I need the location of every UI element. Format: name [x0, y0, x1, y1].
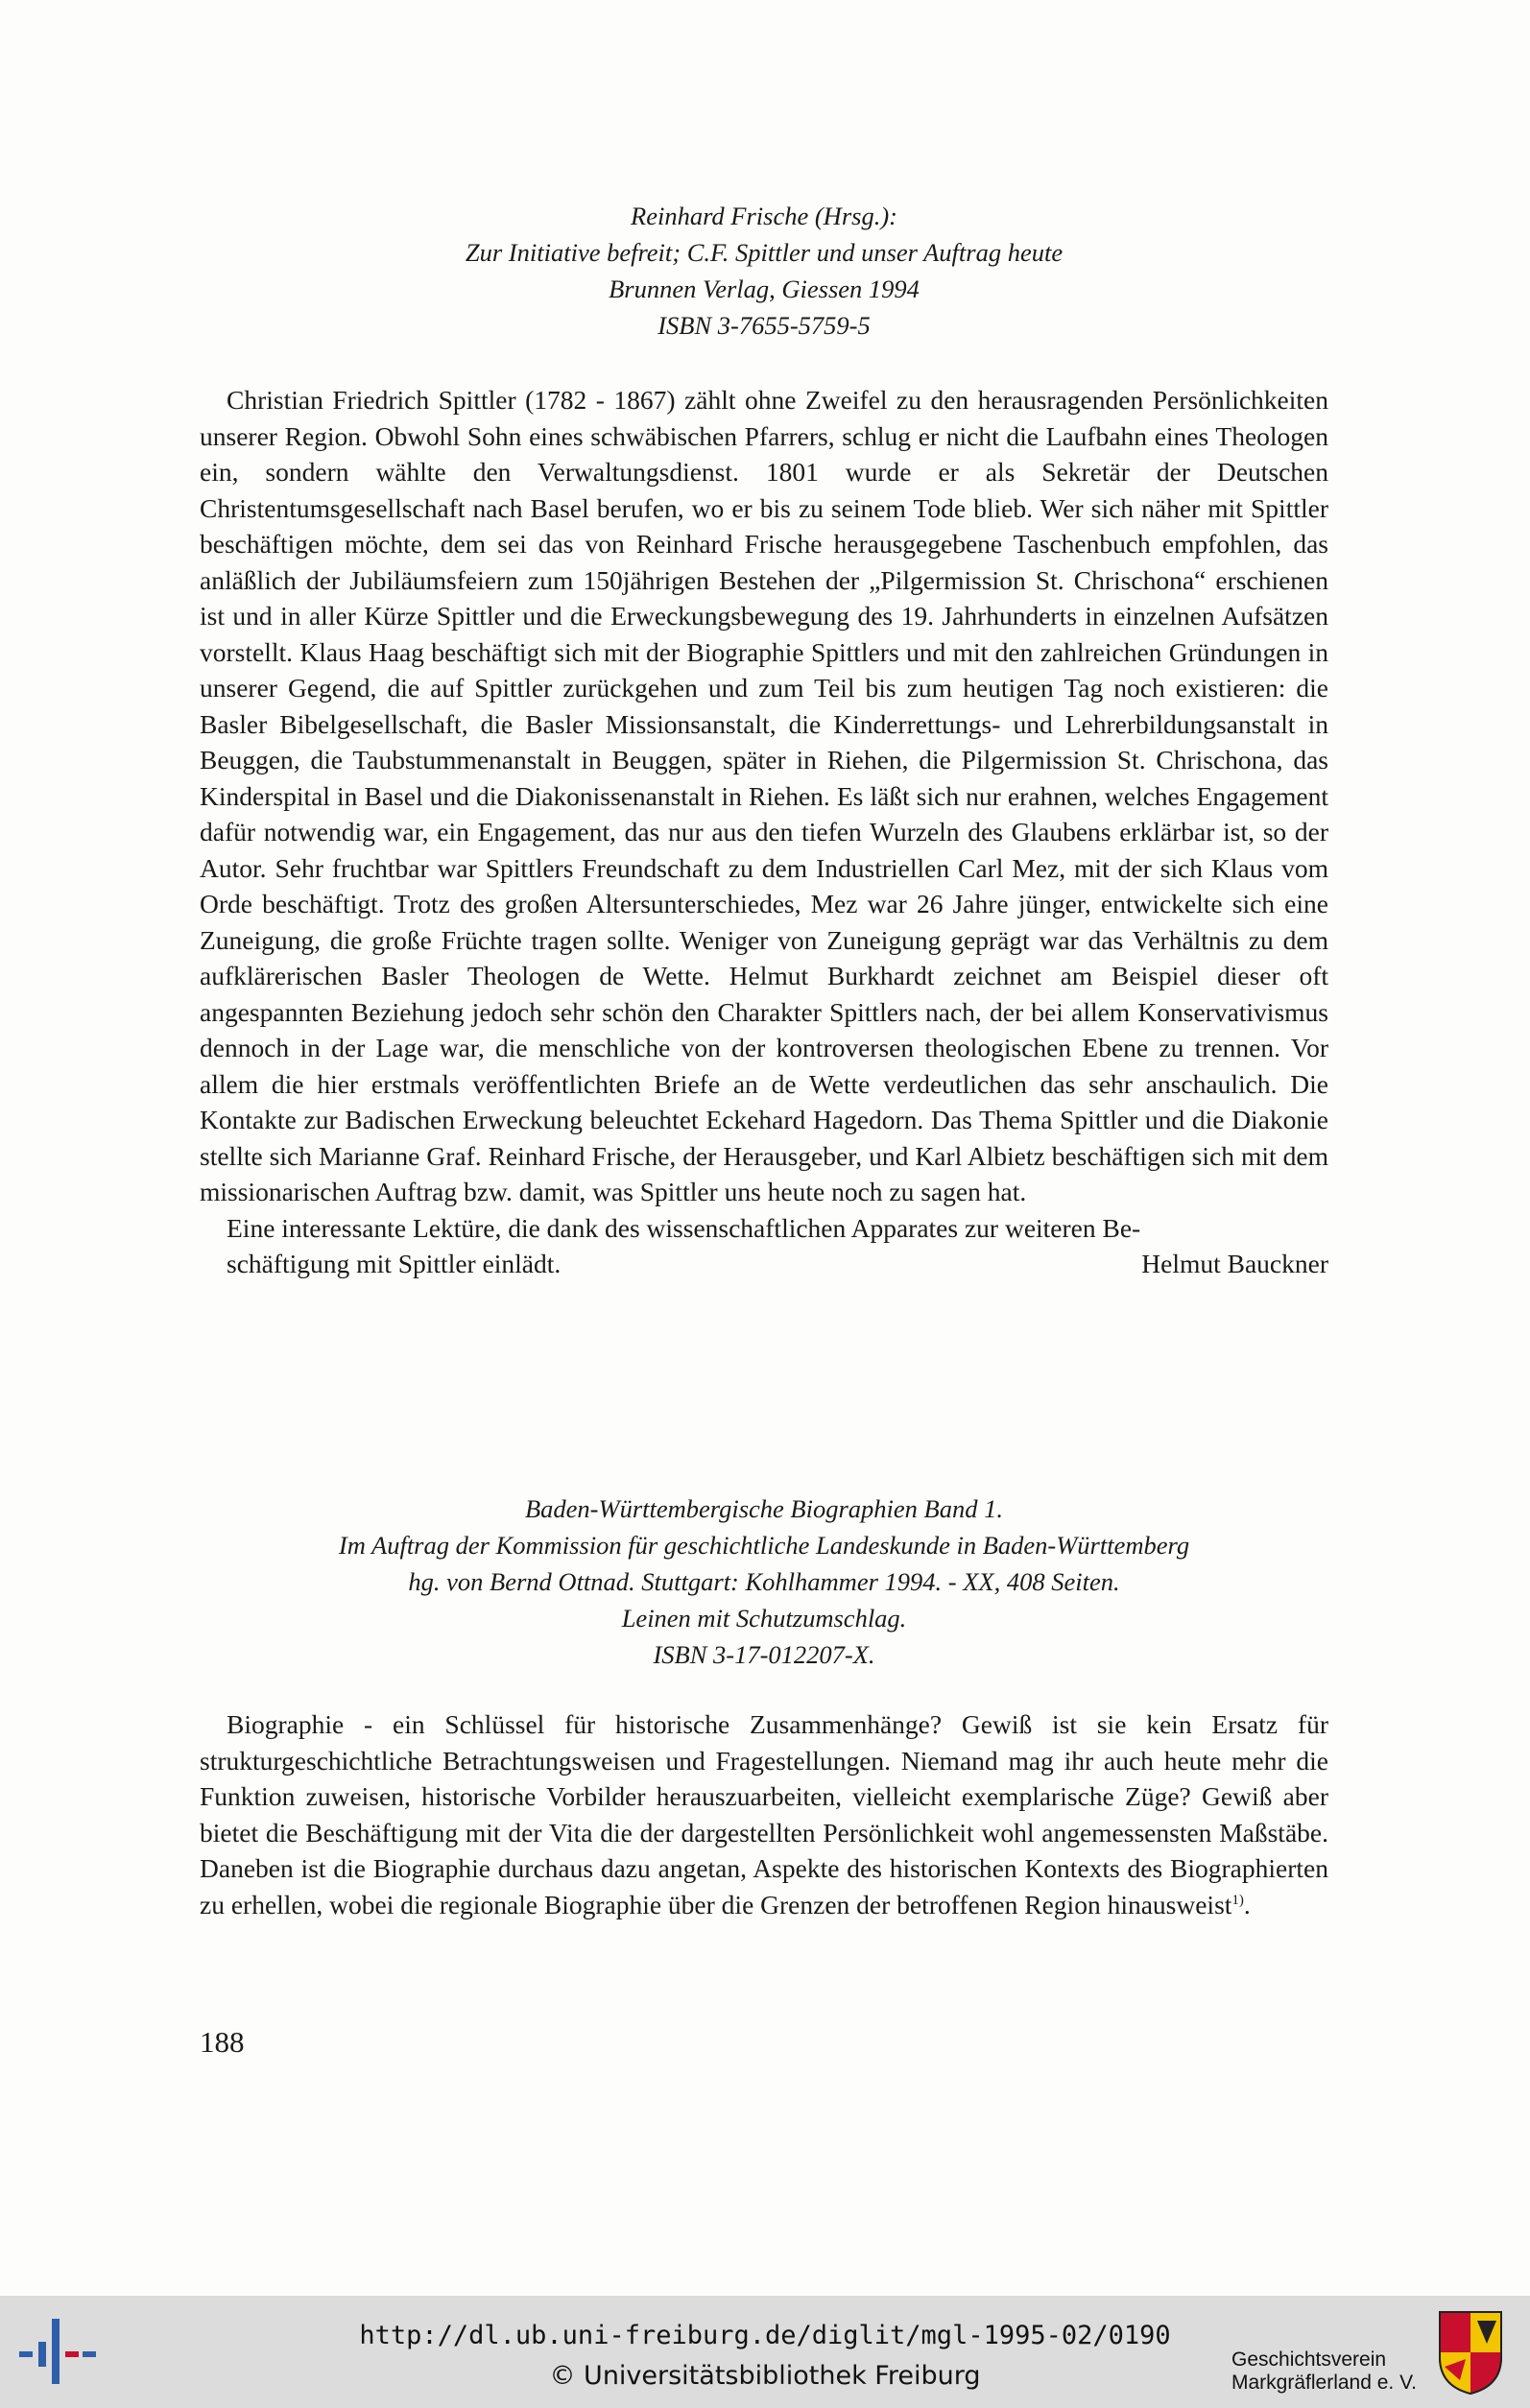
page-number: 188 — [200, 2025, 245, 2059]
review2-body — [200, 1706, 1328, 1922]
review1-signature: Helmut Bauckner — [1141, 1249, 1328, 1278]
review2-heading-line: ISBN 3-17-012207-X. — [653, 1640, 875, 1669]
organisation-name-line2: Markgräflerland e. V. — [1231, 2372, 1417, 2394]
coat-of-arms-icon — [1437, 2309, 1504, 2396]
review1-heading-line: Reinhard Frische (Hrsg.): — [631, 202, 897, 230]
review2-heading-line: Im Auftrag der Kommission für geschichtliche Landeskunde in Baden-Württemberg — [338, 1531, 1190, 1560]
review1-closing-line: Eine interessante Lektüre, die dank des wissenschaftlichen Apparates zur weiteren Be- — [227, 1212, 1141, 1243]
review2-paragraph — [200, 1706, 1328, 1922]
copyright-notice: © Universitätsbibliothek Freiburg — [549, 2361, 981, 2391]
review1-closing — [200, 1246, 1328, 1282]
review2-heading — [200, 1490, 1328, 1673]
review1-body — [200, 382, 1328, 1282]
organisation-name-line1: Geschichtsverein — [1231, 2348, 1387, 2371]
review1-paragraph: Christian Friedrich Spittler (1782 - 1867) zählt ohne Zweifel zu den herausragenden Persönlichkeiten unserer Region. Obwohl Sohn eines schwäbischen Pfarrers, schlug er nicht die Laufbahn eines Theologen ein, sondern wählte den Verwaltungsdienst. 1801 wurde er als Sekretär der Deutschen Christentumsgesellschaft nach Basel berufen, wo er bis zu seinem Tode blieb. Wer sich näher mit Spittler beschäftigen möchte, dem sei das von Reinhard Frische herausgegebene Taschenbuch empfohlen, das anläßlich der Jubiläumsfeiern zum 150jährigen Bestehen der „Pilgermission St. Chrischona“ erschienen ist und in aller Kürze Spittler und die Erweckungsbewegung des 19. Jahrhunderts in einzelnen Aufsätzen vorstellt. Klaus Haag beschäftigt sich mit der Biographie Spittlers und mit den zahlreichen Gründungen in unserer Gegend, die auf Spittler zurückgehen und zum Teil bis zum heutigen Tag noch existieren: die Basler Bibelgesellschaft, die Basler Missionsanstalt, die Kinderrettungs- und Lehrerbildungsanstalt in Beuggen, die Taubstummenanstalt in Beuggen, später in Riehen, die Pilgermission St. Chrischona, das Kinderspital in Basel und die Diakonissenanstalt in Riehen. Es läßt sich nur erahnen, welches Engagement dafür notwendig war, ein Engagement, das nur aus den tiefen Wurzeln des Glaubens erklärbar ist, so der Autor. Sehr fruchtbar war Spittlers Freundschaft zu dem Industriellen Carl Mez, mit der sich Klaus vom Orde beschäftigt. Trotz des großen Altersunterschiedes, Mez war 26 Jahre jünger, entwickelte sich eine Zuneigung, die große Früchte tragen sollte. Weniger von Zuneigung geprägt war das Verhältnis zu dem aufklärerischen Basler Theologen de Wette. Helmut Burkhardt zeichnet am Beispiel dieser oft angespannten Beziehung jedoch sehr schön den Charakter Spittlers nach, der bei allem Konservativismus dennoch in der Lage war, die menschliche von der kontroversen theologischen Ebene zu trennen. Vor allem die hier erstmals veröffentlichten Briefe an de Wette verdeutlichen das sehr anschaulich. Die Kontakte zur Badischen Erweckung beleuchtet Eckehard Hagedorn. Das Thema Spittler und die Diakonie stellte sich Marianne Graf. Reinhard Frische, der Herausgeber, und Karl Albietz beschäftigen sich mit dem missionarischen Auftrag bzw. damit, was Spittler uns heute noch zu sagen hat. — [200, 385, 1328, 1206]
review1-closing-line2: schäftigung mit Spittler einlädt. — [227, 1249, 562, 1278]
review2-paragraph-end: . — [1243, 1889, 1251, 1919]
review1-heading-line: Zur Initiative befreit; C.F. Spittler und unser Auftrag heute — [465, 238, 1064, 267]
review1-heading-line: ISBN 3-7655-5759-5 — [657, 311, 871, 340]
document-url-link[interactable]: http://dl.ub.uni-freiburg.de/diglit/mgl-1995-02/0190 — [359, 2321, 1171, 2350]
review2-paragraph-text: Biographie - ein Schlüssel für historische Zusammenhänge? Gewiß ist sie kein Ersatz für strukturgeschichtliche Betrachtungsweisen und Fragestellungen. Niemand mag ihr auch heute mehr die Funktion zuweisen, historische Vorbilder herauszuarbeiten, vielleicht exemplarische Züge? Gewiß aber bietet die Beschäftigung mit der Vita die der dargestellten Persönlichkeit wohl angemessensten Maßstäbe. Daneben ist die Biographie durchaus dazu angetan, Aspekte des historischen Kontexts des Biographierten zu erhellen, wobei die regionale Biographie über die Grenzen der betroffenen Region hinausweist — [200, 1709, 1328, 1919]
review2-heading-line: Leinen mit Schutzumschlag. — [621, 1604, 907, 1633]
review2-heading-line: Baden-Württembergische Biographien Band 1. — [524, 1494, 1003, 1523]
review1-heading-line: Brunnen Verlag, Giessen 1994 — [609, 274, 920, 303]
organisation-name — [1231, 2348, 1417, 2395]
viewer-footer — [0, 2296, 1530, 2408]
review2-heading-line: hg. von Bernd Ottnad. Stuttgart: Kohlhammer 1994. - XX, 408 Seiten. — [408, 1567, 1120, 1596]
footnote-mark: 1) — [1231, 1892, 1244, 1908]
review1-heading — [200, 198, 1328, 344]
